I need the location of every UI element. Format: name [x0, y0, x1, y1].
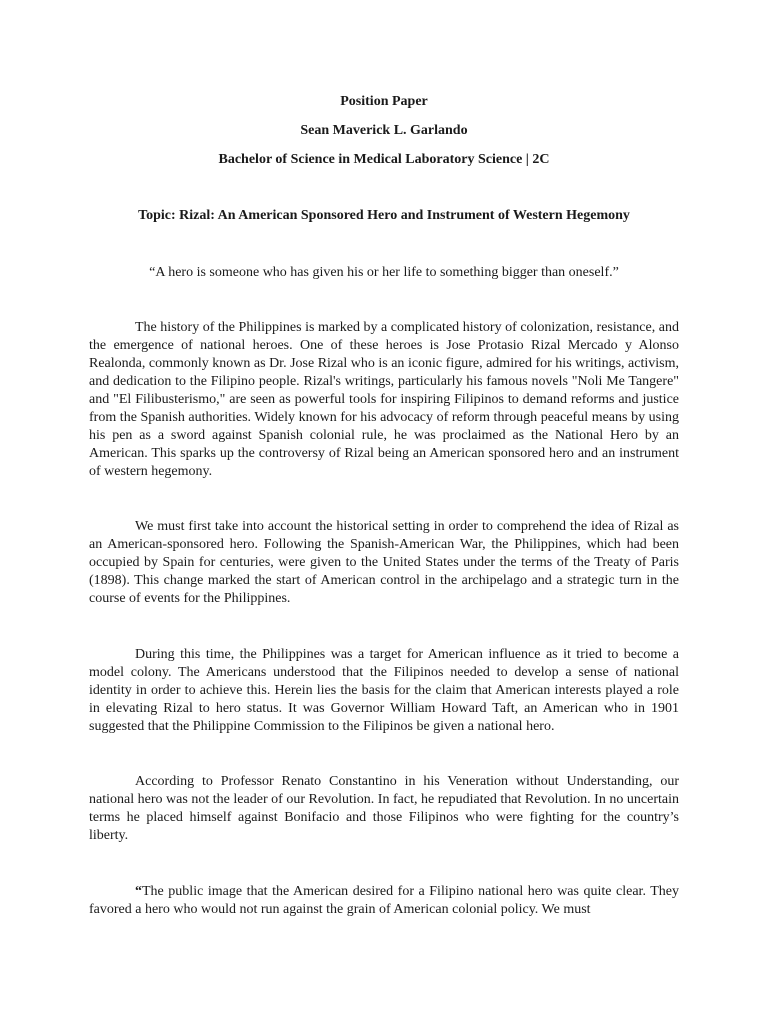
paragraph-historical-setting: We must first take into account the historical setting in order to comprehend the idea of Rizal as an American-sponsored hero. Following the Spanish-American War, the Philippines, which had been occupied by Spain for centuries, were given to the United States under the terms of the Treaty of Paris (1898). This change marked the start of American control in the archipelago and a strategic turn in the course of events for the Philippines.: [89, 519, 679, 606]
epigraph-quote: “A hero is someone who has given his or her life to something bigger than oneself.”: [149, 265, 619, 280]
paragraph-constantino: According to Professor Renato Constantino in his Veneration without Understanding, our national hero was not the leader of our Revolution. In fact, he repudiated that Revolution. In no uncertain terms he placed himself against Bonifacio and those Filipinos who were fighting for the country’s liberty.: [89, 774, 679, 843]
paragraph-public-image: [89, 883, 679, 919]
author-name: Sean Maverick L. Garlando: [300, 123, 468, 138]
paragraph-introduction: The history of the Philippines is marked by a complicated history of colonization, resistance, and the emergence of national heroes. One of these heroes is Jose Protasio Rizal Mercado y Alonso Realonda, commonly known as Dr. Jose Rizal who is an iconic figure, admired for his writings, activism, and dedication to the Filipino people. Rizal's writings, particularly his famous novels "Noli Me Tangere" and "El Filibusterismo," are seen as powerful tools for inspiring Filipinos to demand reforms and justice from the Spanish authorities. Widely known for his advocacy of reform through peaceful means by using his pen as a sword against Spanish colonial rule, he was proclaimed as the National Hero by an American. This sparks up the controversy of Rizal being an American sponsored hero and an instrument of western hegemony.: [89, 320, 679, 479]
paper-title: Position Paper: [340, 94, 428, 109]
program-section: Bachelor of Science in Medical Laboratory Science | 2C: [218, 152, 550, 167]
paragraph-american-influence: During this time, the Philippines was a target for American influence as it tried to become a model colony. The Americans understood that the Filipinos needed to develop a sense of national identity in order to achieve this. Herein lies the basis for the claim that American interests played a role in elevating Rizal to hero status. It was Governor William Howard Taft, an American who in 1901 suggested that the Philippine Commission to the Filipinos be given a national hero.: [89, 647, 679, 734]
topic-heading: Topic: Rizal: An American Sponsored Hero and Instrument of Western Hegemony: [138, 208, 630, 223]
paragraph-public-image-text: The public image that the American desired for a Filipino national hero was quite clear. They favored a hero who would not run against the grain of American colonial policy. We must: [89, 884, 679, 917]
opening-quote-mark: “: [135, 884, 142, 899]
